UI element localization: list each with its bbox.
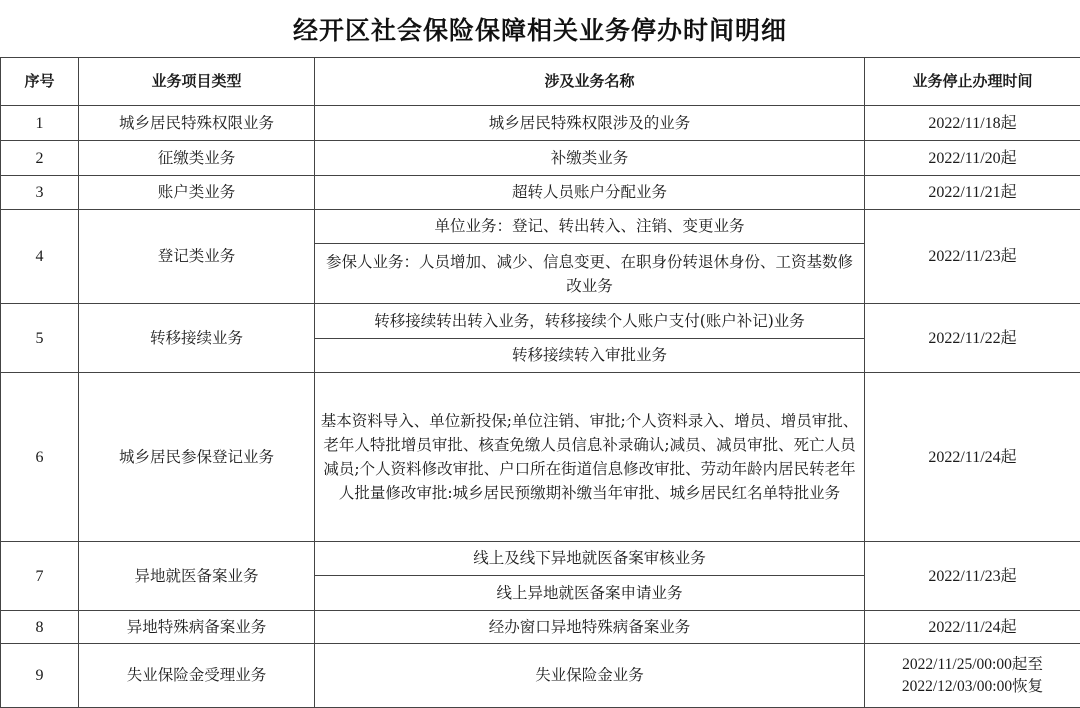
table-header-row [1, 58, 1080, 106]
row-number: 4 [1, 210, 79, 304]
row-time: 2022/11/24起 [865, 611, 1080, 644]
row-type: 城乡居民特殊权限业务 [79, 106, 315, 141]
table-row [1, 611, 1080, 644]
row-item: 线上异地就医备案申请业务 [315, 576, 865, 611]
row-type: 转移接续业务 [79, 304, 315, 373]
row-number: 6 [1, 373, 79, 542]
row-number: 5 [1, 304, 79, 373]
row-item: 经办窗口异地特殊病备案业务 [315, 611, 865, 644]
row-item: 补缴类业务 [315, 141, 865, 176]
header-items: 涉及业务名称 [315, 58, 865, 106]
table-row [1, 304, 1080, 339]
row-time: 2022/11/21起 [865, 176, 1080, 210]
row-number: 8 [1, 611, 79, 644]
row-item: 城乡居民特殊权限涉及的业务 [315, 106, 865, 141]
row-type: 账户类业务 [79, 176, 315, 210]
table-row [1, 373, 1080, 542]
header-type: 业务项目类型 [79, 58, 315, 106]
row-item: 单位业务：登记、转出转入、注销、变更业务 [315, 210, 865, 244]
row-type: 异地就医备案业务 [79, 542, 315, 611]
row-number: 1 [1, 106, 79, 141]
business-suspension-table [0, 57, 1080, 708]
row-time [865, 644, 1080, 708]
row-time-line: 2022/12/03/00:00恢复 [901, 677, 1044, 695]
row-item: 基本资料导入、单位新投保;单位注销、审批;个人资料录入、增员、增员审批、老年人特批增员审批、核查免缴人员信息补录确认;减员、减员审批、死亡人员减员;个人资料修改审批、户口所在街道信息修改审批、劳动年龄内居民转老年人批量修改审批:城乡居民预缴期补缴当年审批、城乡居民红名单特批业务 [315, 373, 865, 542]
row-time: 2022/11/20起 [865, 141, 1080, 176]
header-no: 序号 [1, 58, 79, 106]
row-time: 2022/11/18起 [865, 106, 1080, 141]
row-type: 征缴类业务 [79, 141, 315, 176]
table-row [1, 644, 1080, 708]
row-item: 参保人业务：人员增加、减少、信息变更、在职身份转退休身份、工资基数修改业务 [315, 244, 865, 304]
row-time: 2022/11/24起 [865, 373, 1080, 542]
row-time: 2022/11/23起 [865, 210, 1080, 304]
row-time: 2022/11/23起 [865, 542, 1080, 611]
table-row [1, 141, 1080, 176]
row-number: 2 [1, 141, 79, 176]
row-item: 转移接续转出转入业务，转移接续个人账户支付(账户补记)业务 [315, 304, 865, 339]
row-type: 城乡居民参保登记业务 [79, 373, 315, 542]
table-row [1, 176, 1080, 210]
row-type: 登记类业务 [79, 210, 315, 304]
row-type: 异地特殊病备案业务 [79, 611, 315, 644]
table-row [1, 542, 1080, 576]
row-number: 7 [1, 542, 79, 611]
row-number: 3 [1, 176, 79, 210]
row-item: 失业保险金业务 [315, 644, 865, 708]
row-item: 转移接续转入审批业务 [315, 339, 865, 373]
row-time: 2022/11/22起 [865, 304, 1080, 373]
table-row [1, 210, 1080, 244]
row-number: 9 [1, 644, 79, 708]
row-time-line: 2022/11/25/00:00起至 [902, 655, 1043, 673]
row-type: 失业保险金受理业务 [79, 644, 315, 708]
row-item: 超转人员账户分配业务 [315, 176, 865, 210]
table-row [1, 106, 1080, 141]
row-item: 线上及线下异地就医备案审核业务 [315, 542, 865, 576]
page-title: 经开区社会保险保障相关业务停办时间明细 [292, 16, 787, 45]
header-time: 业务停止办理时间 [865, 58, 1080, 106]
